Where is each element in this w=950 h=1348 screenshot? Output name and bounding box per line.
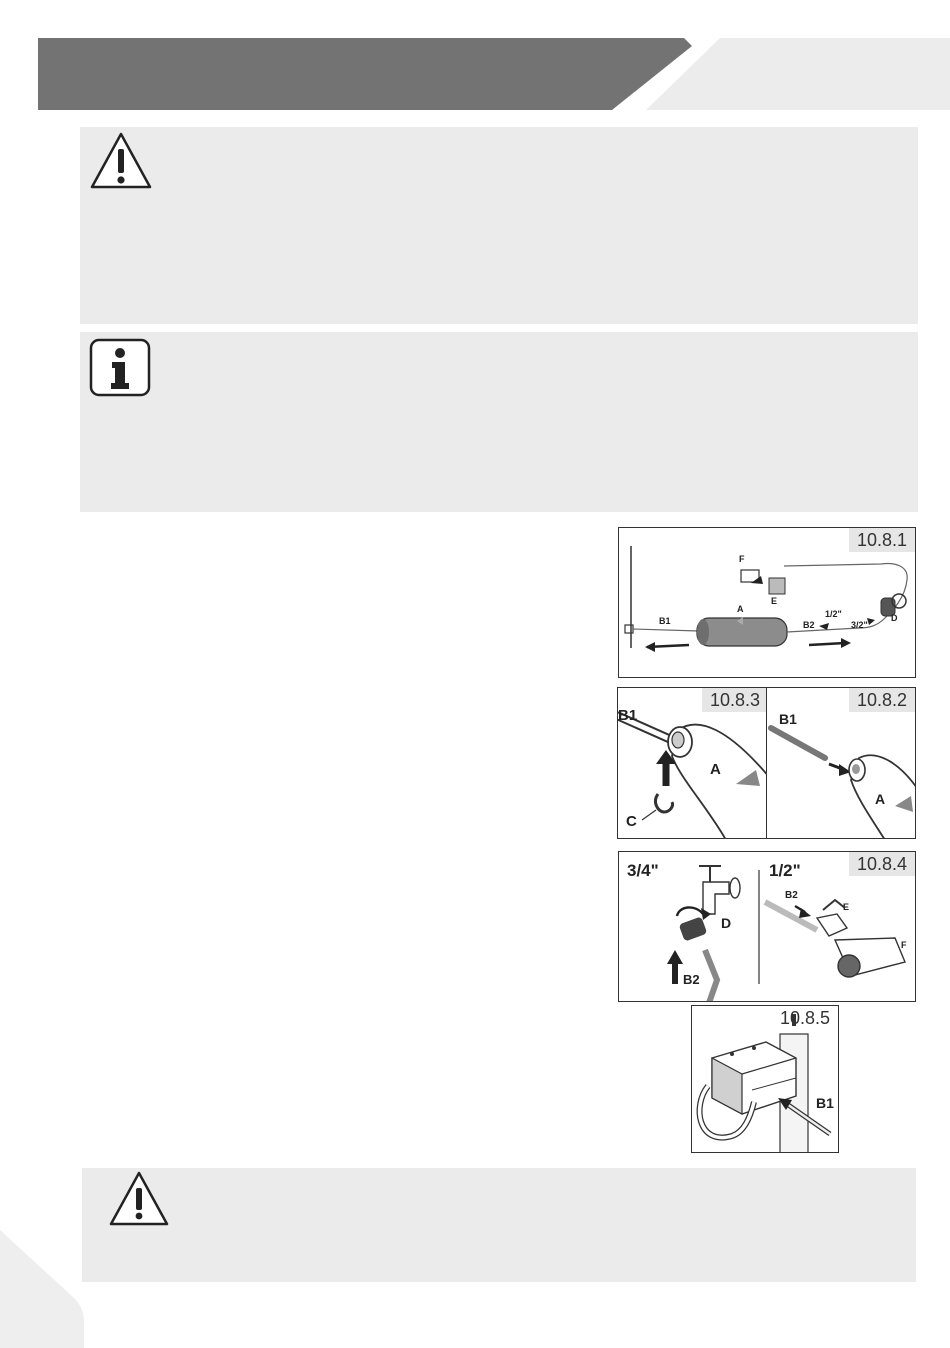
figure-label: 10.8.3 (702, 688, 768, 712)
warning-notice-top (80, 127, 918, 324)
size-label-half-inch: 1/2" (769, 861, 801, 880)
bracket-clip-diagram (692, 1006, 839, 1153)
part-label-half-inch: 1/2" (825, 609, 842, 619)
size-label-three-quarter-inch: 3/4" (627, 861, 659, 880)
part-label-f: F (901, 940, 907, 950)
part-label-b2: B2 (803, 620, 815, 630)
part-label-a: A (875, 791, 886, 807)
header-bar (38, 38, 692, 110)
tap-connection-diagram (619, 852, 916, 1002)
warning-triangle-icon (86, 129, 156, 193)
page-corner-tab (0, 1230, 90, 1348)
page-header (0, 0, 950, 120)
water-filter-overview-diagram (619, 528, 916, 678)
hose-insertion-diagram (767, 688, 916, 839)
part-label-b1: B1 (618, 707, 638, 724)
figure-label: 10.8.2 (849, 688, 915, 712)
figure-10-8-2 (766, 687, 916, 839)
warning-notice-bottom (82, 1168, 916, 1282)
info-icon (88, 337, 154, 399)
part-label-d: D (721, 915, 732, 931)
part-label-three-quarter-inch: 3/2" (851, 620, 868, 630)
part-label-a: A (737, 604, 744, 614)
figure-10-8-5 (691, 1005, 839, 1153)
figure-10-8-1 (618, 527, 916, 678)
part-label-a: A (710, 761, 721, 778)
figure-label: 10.8.5 (779, 1008, 830, 1028)
header-tab (646, 38, 950, 110)
part-label-b1: B1 (779, 711, 797, 727)
part-label-c: C (626, 813, 637, 830)
part-label-b2-right: B2 (785, 890, 798, 901)
info-notice (80, 332, 918, 512)
figure-10-8-3 (617, 687, 769, 839)
figure-10-8-4 (618, 851, 916, 1002)
part-label-e: E (771, 596, 778, 606)
part-label-b2-left: B2 (683, 972, 700, 987)
part-label-e: E (843, 902, 850, 912)
figure-label: 10.8.1 (849, 528, 915, 552)
part-label-f: F (739, 554, 745, 564)
part-label-b1: B1 (816, 1095, 834, 1111)
warning-triangle-icon (106, 1168, 172, 1228)
part-label-d: D (891, 613, 898, 623)
figure-label: 10.8.4 (849, 852, 915, 876)
part-label-b1: B1 (659, 616, 671, 626)
clip-attachment-diagram (618, 688, 769, 839)
